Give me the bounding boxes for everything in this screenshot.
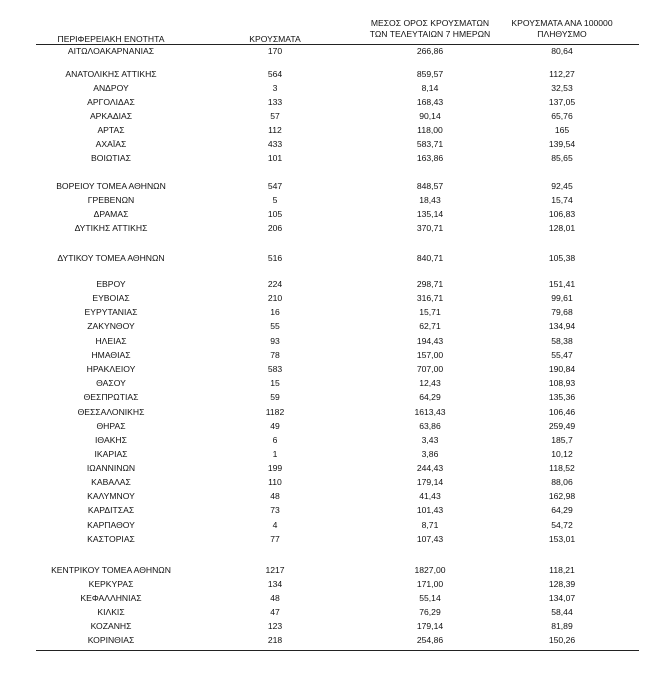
cell-per100k: 81,89 bbox=[551, 621, 573, 631]
cell-region: ΕΥΡΥΤΑΝΙΑΣ bbox=[84, 307, 138, 317]
table-row bbox=[0, 605, 650, 619]
cell-avg: 18,43 bbox=[419, 195, 441, 205]
cell-cases: 433 bbox=[267, 139, 283, 149]
cell-per100k: 128,39 bbox=[548, 579, 576, 589]
cell-region: ΚΑΡΔΙΤΣΑΣ bbox=[87, 505, 135, 515]
cell-region: ΕΒΡΟΥ bbox=[96, 279, 126, 289]
cell-region: ΒΟΡΕΙΟΥ ΤΟΜΕΑ ΑΘΗΝΩΝ bbox=[56, 181, 166, 191]
table-row bbox=[0, 376, 650, 390]
cell-cases: 73 bbox=[270, 505, 280, 515]
cell-cases: 206 bbox=[267, 223, 283, 233]
cell-cases: 1 bbox=[272, 449, 278, 459]
cell-region: ΚΑΒΑΛΑΣ bbox=[91, 477, 131, 487]
cell-cases: 16 bbox=[270, 307, 280, 317]
table-row bbox=[0, 447, 650, 461]
cell-per100k: 106,83 bbox=[548, 209, 576, 219]
cell-per100k: 88,06 bbox=[551, 477, 573, 487]
cell-per100k: 118,21 bbox=[549, 565, 575, 575]
cell-per100k: 80,64 bbox=[551, 46, 573, 56]
cell-per100k: 54,72 bbox=[551, 520, 573, 530]
cell-region: ΔΡΑΜΑΣ bbox=[93, 209, 129, 219]
cell-avg: 848,57 bbox=[416, 181, 444, 191]
table-row bbox=[0, 591, 650, 605]
header-per100k-line1: ΚΡΟΥΣΜΑΤΑ ΑΝΑ 100000 bbox=[511, 18, 613, 28]
cell-per100k: 99,61 bbox=[551, 293, 573, 303]
cell-cases: 4 bbox=[272, 520, 278, 530]
cell-avg: 12,43 bbox=[419, 378, 441, 388]
cell-region: ΔΥΤΙΚΗΣ ΑΤΤΙΚΗΣ bbox=[74, 223, 148, 233]
header-avg bbox=[350, 18, 510, 40]
table-row bbox=[0, 137, 650, 151]
cell-region: ΚΕΡΚΥΡΑΣ bbox=[88, 579, 134, 589]
cell-region: ΚΑΡΠΑΘΟΥ bbox=[87, 520, 135, 530]
cell-per100k: 108,93 bbox=[548, 378, 576, 388]
table-row bbox=[0, 123, 650, 137]
cell-region: ΑΧΑΪΑΣ bbox=[95, 139, 127, 149]
cell-cases: 134 bbox=[267, 579, 283, 589]
cell-avg: 859,57 bbox=[416, 69, 444, 79]
cell-cases: 224 bbox=[267, 279, 283, 289]
table-row bbox=[0, 503, 650, 517]
cell-per100k: 106,46 bbox=[548, 407, 576, 417]
cell-avg: 157,00 bbox=[416, 350, 444, 360]
table-row bbox=[0, 291, 650, 305]
cell-avg: 63,86 bbox=[419, 421, 441, 431]
cell-cases: 199 bbox=[267, 463, 283, 473]
cell-per100k: 135,36 bbox=[548, 392, 576, 402]
cell-region: ΚΙΛΚΙΣ bbox=[97, 607, 125, 617]
cell-avg: 3,86 bbox=[421, 449, 439, 459]
cell-cases: 47 bbox=[270, 607, 280, 617]
cell-per100k: 15,74 bbox=[551, 195, 573, 205]
table-row bbox=[0, 390, 650, 404]
cell-region: ΚΑΣΤΟΡΙΑΣ bbox=[87, 534, 135, 544]
cell-cases: 133 bbox=[267, 97, 283, 107]
cell-region: ΒΟΙΩΤΙΑΣ bbox=[91, 153, 131, 163]
table-row bbox=[0, 151, 650, 165]
cell-per100k: 137,05 bbox=[548, 97, 576, 107]
cell-cases: 110 bbox=[268, 477, 282, 487]
table-row bbox=[0, 563, 650, 577]
cell-cases: 112 bbox=[268, 125, 282, 135]
cell-per100k: 259,49 bbox=[548, 421, 576, 431]
cell-per100k: 139,54 bbox=[548, 139, 576, 149]
cell-avg: 118,00 bbox=[417, 125, 443, 135]
cell-avg: 76,29 bbox=[419, 607, 441, 617]
table-row bbox=[0, 461, 650, 475]
cell-avg: 370,71 bbox=[416, 223, 444, 233]
cell-per100k: 79,68 bbox=[551, 307, 573, 317]
cell-avg: 179,14 bbox=[416, 621, 444, 631]
cell-region: ΗΛΕΙΑΣ bbox=[95, 336, 127, 346]
cell-per100k: 150,26 bbox=[548, 635, 576, 645]
cell-region: ΘΕΣΣΑΛΟΝΙΚΗΣ bbox=[77, 407, 145, 417]
cell-per100k: 151,41 bbox=[548, 279, 576, 289]
table-row bbox=[0, 348, 650, 362]
header-avg-line1: ΜΕΣΟΣ ΟΡΟΣ ΚΡΟΥΣΜΑΤΩΝ bbox=[370, 18, 490, 28]
cell-per100k: 162,98 bbox=[548, 491, 576, 501]
table-row bbox=[0, 518, 650, 532]
cell-avg: 254,86 bbox=[416, 635, 444, 645]
cell-region: ΗΡΑΚΛΕΙΟΥ bbox=[86, 364, 136, 374]
cell-per100k: 118,52 bbox=[549, 463, 575, 473]
cell-per100k: 92,45 bbox=[551, 181, 573, 191]
cell-cases: 78 bbox=[270, 350, 280, 360]
cell-cases: 210 bbox=[267, 293, 283, 303]
table-row bbox=[0, 532, 650, 546]
cell-avg: 266,86 bbox=[416, 46, 444, 56]
cell-avg: 316,71 bbox=[416, 293, 444, 303]
cell-cases: 123 bbox=[267, 621, 283, 631]
cell-avg: 135,14 bbox=[416, 209, 444, 219]
cell-region: ΗΜΑΘΙΑΣ bbox=[91, 350, 131, 360]
cell-avg: 90,14 bbox=[419, 111, 441, 121]
cell-region: ΔΥΤΙΚΟΥ ΤΟΜΕΑ ΑΘΗΝΩΝ bbox=[57, 253, 165, 263]
cell-cases: 583 bbox=[267, 364, 283, 374]
cell-avg: 41,43 bbox=[419, 491, 441, 501]
cell-avg: 179,14 bbox=[416, 477, 444, 487]
header-per100k bbox=[502, 18, 622, 40]
cell-region: ΚΑΛΥΜΝΟΥ bbox=[87, 491, 135, 501]
cell-region: ΕΥΒΟΙΑΣ bbox=[92, 293, 130, 303]
cell-avg: 64,29 bbox=[419, 392, 441, 402]
cell-region: ΑΙΤΩΛΟΑΚΑΡΝΑΝΙΑΣ bbox=[67, 46, 155, 56]
cell-per100k: 55,47 bbox=[551, 350, 573, 360]
cell-per100k: 58,38 bbox=[551, 336, 573, 346]
cell-cases: 6 bbox=[272, 435, 278, 445]
header-cases-label: ΚΡΟΥΣΜΑΤΑ bbox=[249, 34, 301, 44]
table-row bbox=[0, 362, 650, 376]
table-row bbox=[0, 44, 650, 58]
table-row bbox=[0, 277, 650, 291]
cell-region: ΙΩΑΝΝΙΝΩΝ bbox=[86, 463, 136, 473]
cell-cases: 1217 bbox=[265, 565, 285, 575]
cell-cases: 55 bbox=[270, 321, 280, 331]
table-row bbox=[0, 319, 650, 333]
cell-avg: 107,43 bbox=[416, 534, 444, 544]
cell-avg: 840,71 bbox=[416, 253, 444, 263]
cell-region: ΙΘΑΚΗΣ bbox=[95, 435, 127, 445]
cell-cases: 105 bbox=[267, 209, 283, 219]
cell-per100k: 65,76 bbox=[551, 111, 573, 121]
cell-per100k: 190,84 bbox=[548, 364, 576, 374]
table-row bbox=[0, 475, 650, 489]
cell-region: ΑΝΑΤΟΛΙΚΗΣ ΑΤΤΙΚΗΣ bbox=[65, 69, 157, 79]
table-row bbox=[0, 633, 650, 647]
cell-region: ΚΕΦΑΛΛΗΝΙΑΣ bbox=[80, 593, 142, 603]
cell-region: ΑΡΓΟΛΙΔΑΣ bbox=[87, 97, 135, 107]
table-row bbox=[0, 489, 650, 503]
cell-region: ΚΕΝΤΡΙΚΟΥ ΤΟΜΕΑ ΑΘΗΝΩΝ bbox=[51, 565, 171, 575]
table-row bbox=[0, 433, 650, 447]
bottom-rule bbox=[36, 650, 639, 651]
cell-avg: 62,71 bbox=[419, 321, 441, 331]
cell-per100k: 32,53 bbox=[551, 83, 573, 93]
cell-region: ΘΗΡΑΣ bbox=[96, 421, 126, 431]
cell-avg: 55,14 bbox=[419, 593, 441, 603]
cell-per100k: 128,01 bbox=[548, 223, 576, 233]
table-row bbox=[0, 419, 650, 433]
cell-cases: 93 bbox=[270, 336, 280, 346]
cell-avg: 707,00 bbox=[416, 364, 444, 374]
table-row bbox=[0, 207, 650, 221]
cell-region: ΘΕΣΠΡΩΤΙΑΣ bbox=[83, 392, 139, 402]
cell-avg: 244,43 bbox=[416, 463, 444, 473]
table-row bbox=[0, 109, 650, 123]
cell-cases: 3 bbox=[272, 83, 278, 93]
cell-region: ΘΑΣΟΥ bbox=[96, 378, 126, 388]
cell-region: ΓΡΕΒΕΝΩΝ bbox=[87, 195, 135, 205]
table-row bbox=[0, 81, 650, 95]
cell-avg: 1613,43 bbox=[414, 407, 446, 417]
cell-region: ΑΡΤΑΣ bbox=[97, 125, 125, 135]
cell-avg: 583,71 bbox=[416, 139, 444, 149]
cell-cases: 1182 bbox=[265, 407, 285, 417]
table-row bbox=[0, 179, 650, 193]
cell-avg: 3,43 bbox=[421, 435, 439, 445]
cell-avg: 8,14 bbox=[421, 83, 439, 93]
table-row bbox=[0, 193, 650, 207]
header-per100k-line2: ΠΛΗΘΥΣΜΟ bbox=[537, 29, 587, 39]
table-row bbox=[0, 251, 650, 265]
cell-avg: 15,71 bbox=[419, 307, 441, 317]
cell-avg: 1827,00 bbox=[414, 565, 446, 575]
cell-cases: 564 bbox=[267, 69, 283, 79]
cell-per100k: 134,94 bbox=[548, 321, 576, 331]
cell-cases: 170 bbox=[267, 46, 283, 56]
cell-region: ΖΑΚΥΝΘΟΥ bbox=[87, 321, 135, 331]
cell-cases: 15 bbox=[270, 378, 280, 388]
cell-per100k: 112,27 bbox=[549, 69, 575, 79]
cell-avg: 163,86 bbox=[416, 153, 444, 163]
table-row bbox=[0, 619, 650, 633]
table-row bbox=[0, 405, 650, 419]
header-avg-line2: ΤΩΝ ΤΕΛΕΥΤΑΙΩΝ 7 ΗΜΕΡΩΝ bbox=[369, 29, 491, 39]
cell-region: ΑΝΔΡΟΥ bbox=[93, 83, 129, 93]
cell-cases: 48 bbox=[270, 491, 280, 501]
cell-region: ΚΟΖΑΝΗΣ bbox=[90, 621, 132, 631]
cell-cases: 218 bbox=[267, 635, 283, 645]
cell-avg: 171,00 bbox=[416, 579, 444, 589]
cell-cases: 516 bbox=[267, 253, 283, 263]
cell-avg: 194,43 bbox=[416, 336, 444, 346]
table-row bbox=[0, 305, 650, 319]
cell-avg: 101,43 bbox=[416, 505, 444, 515]
header-region-label: ΠΕΡΙΦΕΡΕΙΑΚΗ ΕΝΟΤΗΤΑ bbox=[57, 34, 165, 44]
cell-cases: 59 bbox=[270, 392, 280, 402]
cell-avg: 168,43 bbox=[416, 97, 444, 107]
cell-cases: 57 bbox=[270, 111, 280, 121]
cell-cases: 49 bbox=[270, 421, 280, 431]
table-row bbox=[0, 95, 650, 109]
cell-per100k: 58,44 bbox=[551, 607, 573, 617]
cell-cases: 547 bbox=[267, 181, 283, 191]
cell-per100k: 165 bbox=[554, 125, 570, 135]
cell-cases: 5 bbox=[272, 195, 278, 205]
cell-per100k: 105,38 bbox=[548, 253, 576, 263]
cell-per100k: 64,29 bbox=[551, 505, 573, 515]
table-row bbox=[0, 67, 650, 81]
cell-region: ΚΟΡΙΝΘΙΑΣ bbox=[87, 635, 135, 645]
cell-per100k: 85,65 bbox=[551, 153, 573, 163]
cell-per100k: 185,7 bbox=[551, 435, 573, 445]
cell-avg: 8,71 bbox=[421, 520, 439, 530]
cell-region: ΑΡΚΑΔΙΑΣ bbox=[89, 111, 133, 121]
cell-cases: 77 bbox=[270, 534, 280, 544]
cell-cases: 101 bbox=[267, 153, 283, 163]
cell-per100k: 153,01 bbox=[548, 534, 576, 544]
table-row bbox=[0, 334, 650, 348]
cell-per100k: 134,07 bbox=[548, 593, 576, 603]
table-row bbox=[0, 221, 650, 235]
cell-per100k: 10,12 bbox=[551, 449, 573, 459]
table-row bbox=[0, 577, 650, 591]
cell-avg: 298,71 bbox=[416, 279, 444, 289]
cell-region: ΙΚΑΡΙΑΣ bbox=[94, 449, 128, 459]
cell-cases: 48 bbox=[270, 593, 280, 603]
